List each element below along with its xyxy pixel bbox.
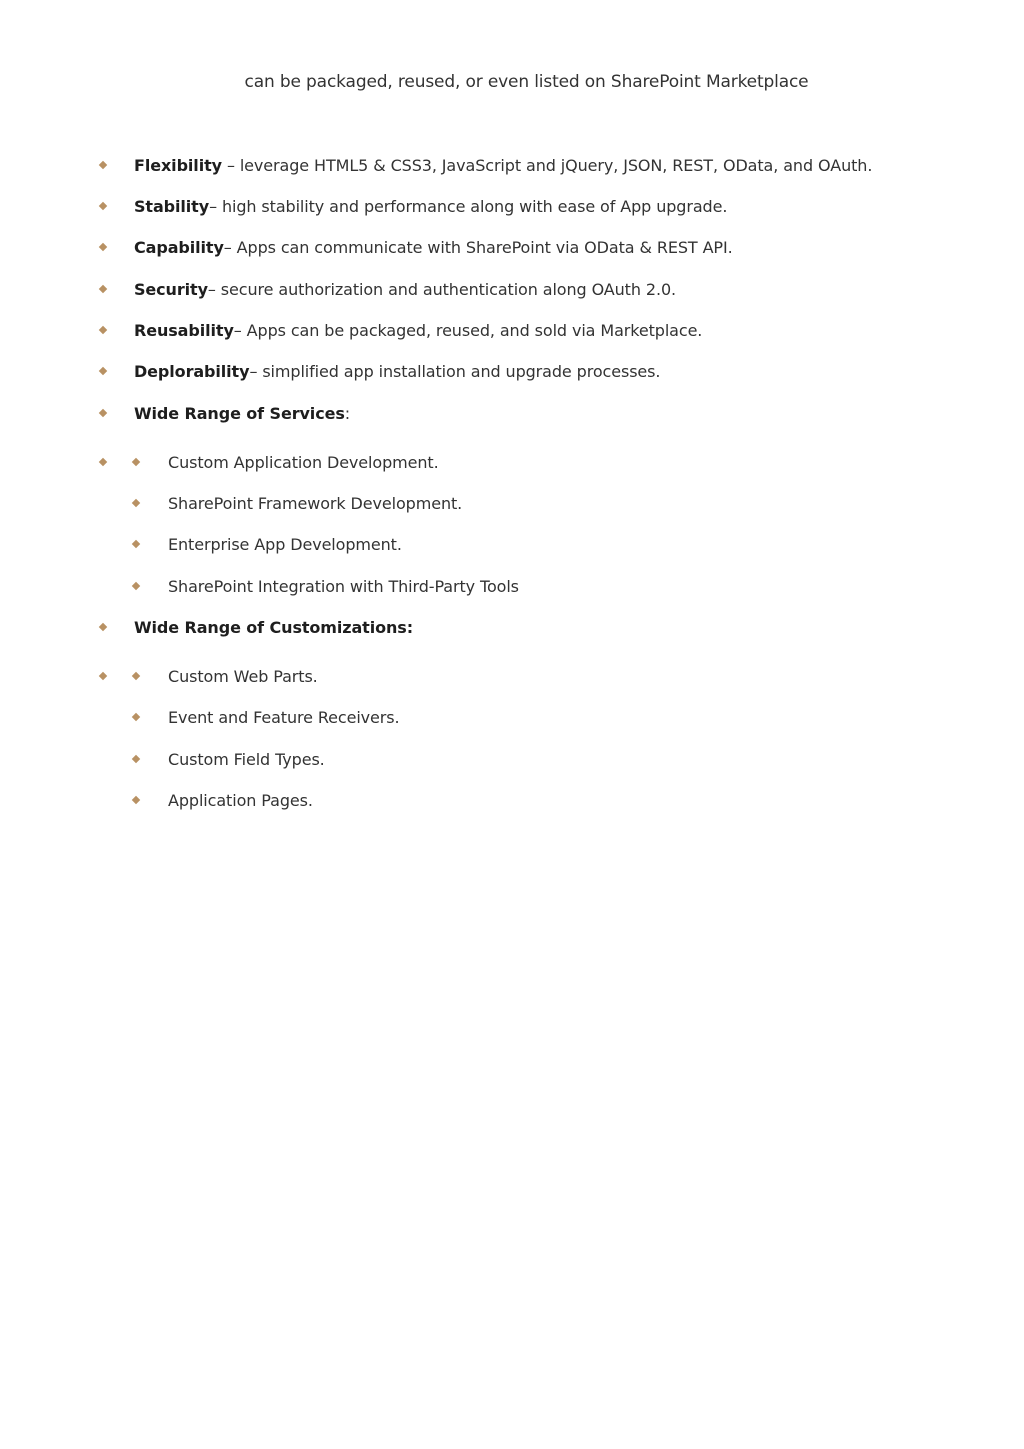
diamond-bullet-icon — [132, 582, 140, 590]
diamond-bullet-icon — [132, 713, 140, 721]
diamond-bullet-icon — [132, 499, 140, 507]
sub-list-item — [0, 575, 1024, 599]
list-item-customizations-heading — [0, 616, 1024, 640]
list-item-stability — [0, 195, 1024, 219]
feature-term: Reusability — [134, 321, 234, 340]
services-heading-suffix: : — [344, 404, 351, 423]
diamond-bullet-icon — [132, 796, 140, 804]
diamond-bullet-icon — [99, 672, 107, 680]
diamond-bullet-icon — [99, 202, 107, 210]
sub-list-item — [0, 533, 1024, 557]
sub-list-item — [0, 492, 1024, 516]
list-item-flexibility — [0, 154, 1024, 178]
diamond-bullet-icon — [132, 540, 140, 548]
diamond-bullet-icon — [99, 623, 107, 631]
list-item-deplorability — [0, 360, 1024, 384]
service-item: Enterprise App Development. — [168, 535, 402, 554]
feature-description: – simplified app installation and upgrade processes. — [249, 362, 661, 381]
feature-term: Deplorability — [134, 362, 250, 381]
customization-item: Application Pages. — [168, 791, 313, 810]
feature-term: Capability — [134, 238, 224, 257]
service-item: Custom Application Development. — [168, 453, 439, 472]
customizations-heading: Wide Range of Customizations: — [134, 618, 414, 637]
intro-line: can be packaged, reused, or even listed on SharePoint Marketplace — [244, 72, 809, 92]
feature-description: – leverage HTML5 & CSS3, JavaScript and jQuery, JSON, REST, OData, and OAuth. — [221, 156, 873, 175]
feature-description: – Apps can communicate with SharePoint via OData & REST API. — [223, 238, 733, 257]
feature-term: Stability — [134, 197, 210, 216]
diamond-bullet-icon — [99, 458, 107, 466]
diamond-bullet-icon — [99, 326, 107, 334]
service-item: SharePoint Framework Development. — [168, 494, 463, 513]
diamond-bullet-icon — [99, 367, 107, 375]
service-item: SharePoint Integration with Third-Party Tools — [168, 577, 519, 596]
diamond-bullet-icon — [99, 243, 107, 251]
services-heading: Wide Range of Services — [134, 404, 345, 423]
diamond-bullet-icon — [132, 458, 140, 466]
list-item-reusability — [0, 319, 1024, 343]
feature-description: – Apps can be packaged, reused, and sold via Marketplace. — [233, 321, 703, 340]
diamond-bullet-icon — [99, 409, 107, 417]
feature-description: – secure authorization and authentication along OAuth 2.0. — [207, 280, 677, 299]
sub-list-item — [0, 706, 1024, 730]
sub-list-item — [0, 451, 1024, 475]
sub-list-item — [0, 665, 1024, 689]
list-item-security — [0, 278, 1024, 302]
feature-term: Flexibility — [134, 156, 222, 175]
sub-list-item — [0, 748, 1024, 772]
list-item-capability — [0, 236, 1024, 260]
customization-item: Custom Field Types. — [168, 750, 325, 769]
diamond-bullet-icon — [99, 161, 107, 169]
sub-list-item — [0, 789, 1024, 813]
diamond-bullet-icon — [132, 755, 140, 763]
diamond-bullet-icon — [132, 672, 140, 680]
customization-item: Custom Web Parts. — [168, 667, 318, 686]
feature-term: Security — [134, 280, 208, 299]
customization-item: Event and Feature Receivers. — [168, 708, 400, 727]
list-item-services-heading — [0, 402, 1024, 426]
diamond-bullet-icon — [99, 285, 107, 293]
feature-description: – high stability and performance along with ease of App upgrade. — [209, 197, 728, 216]
